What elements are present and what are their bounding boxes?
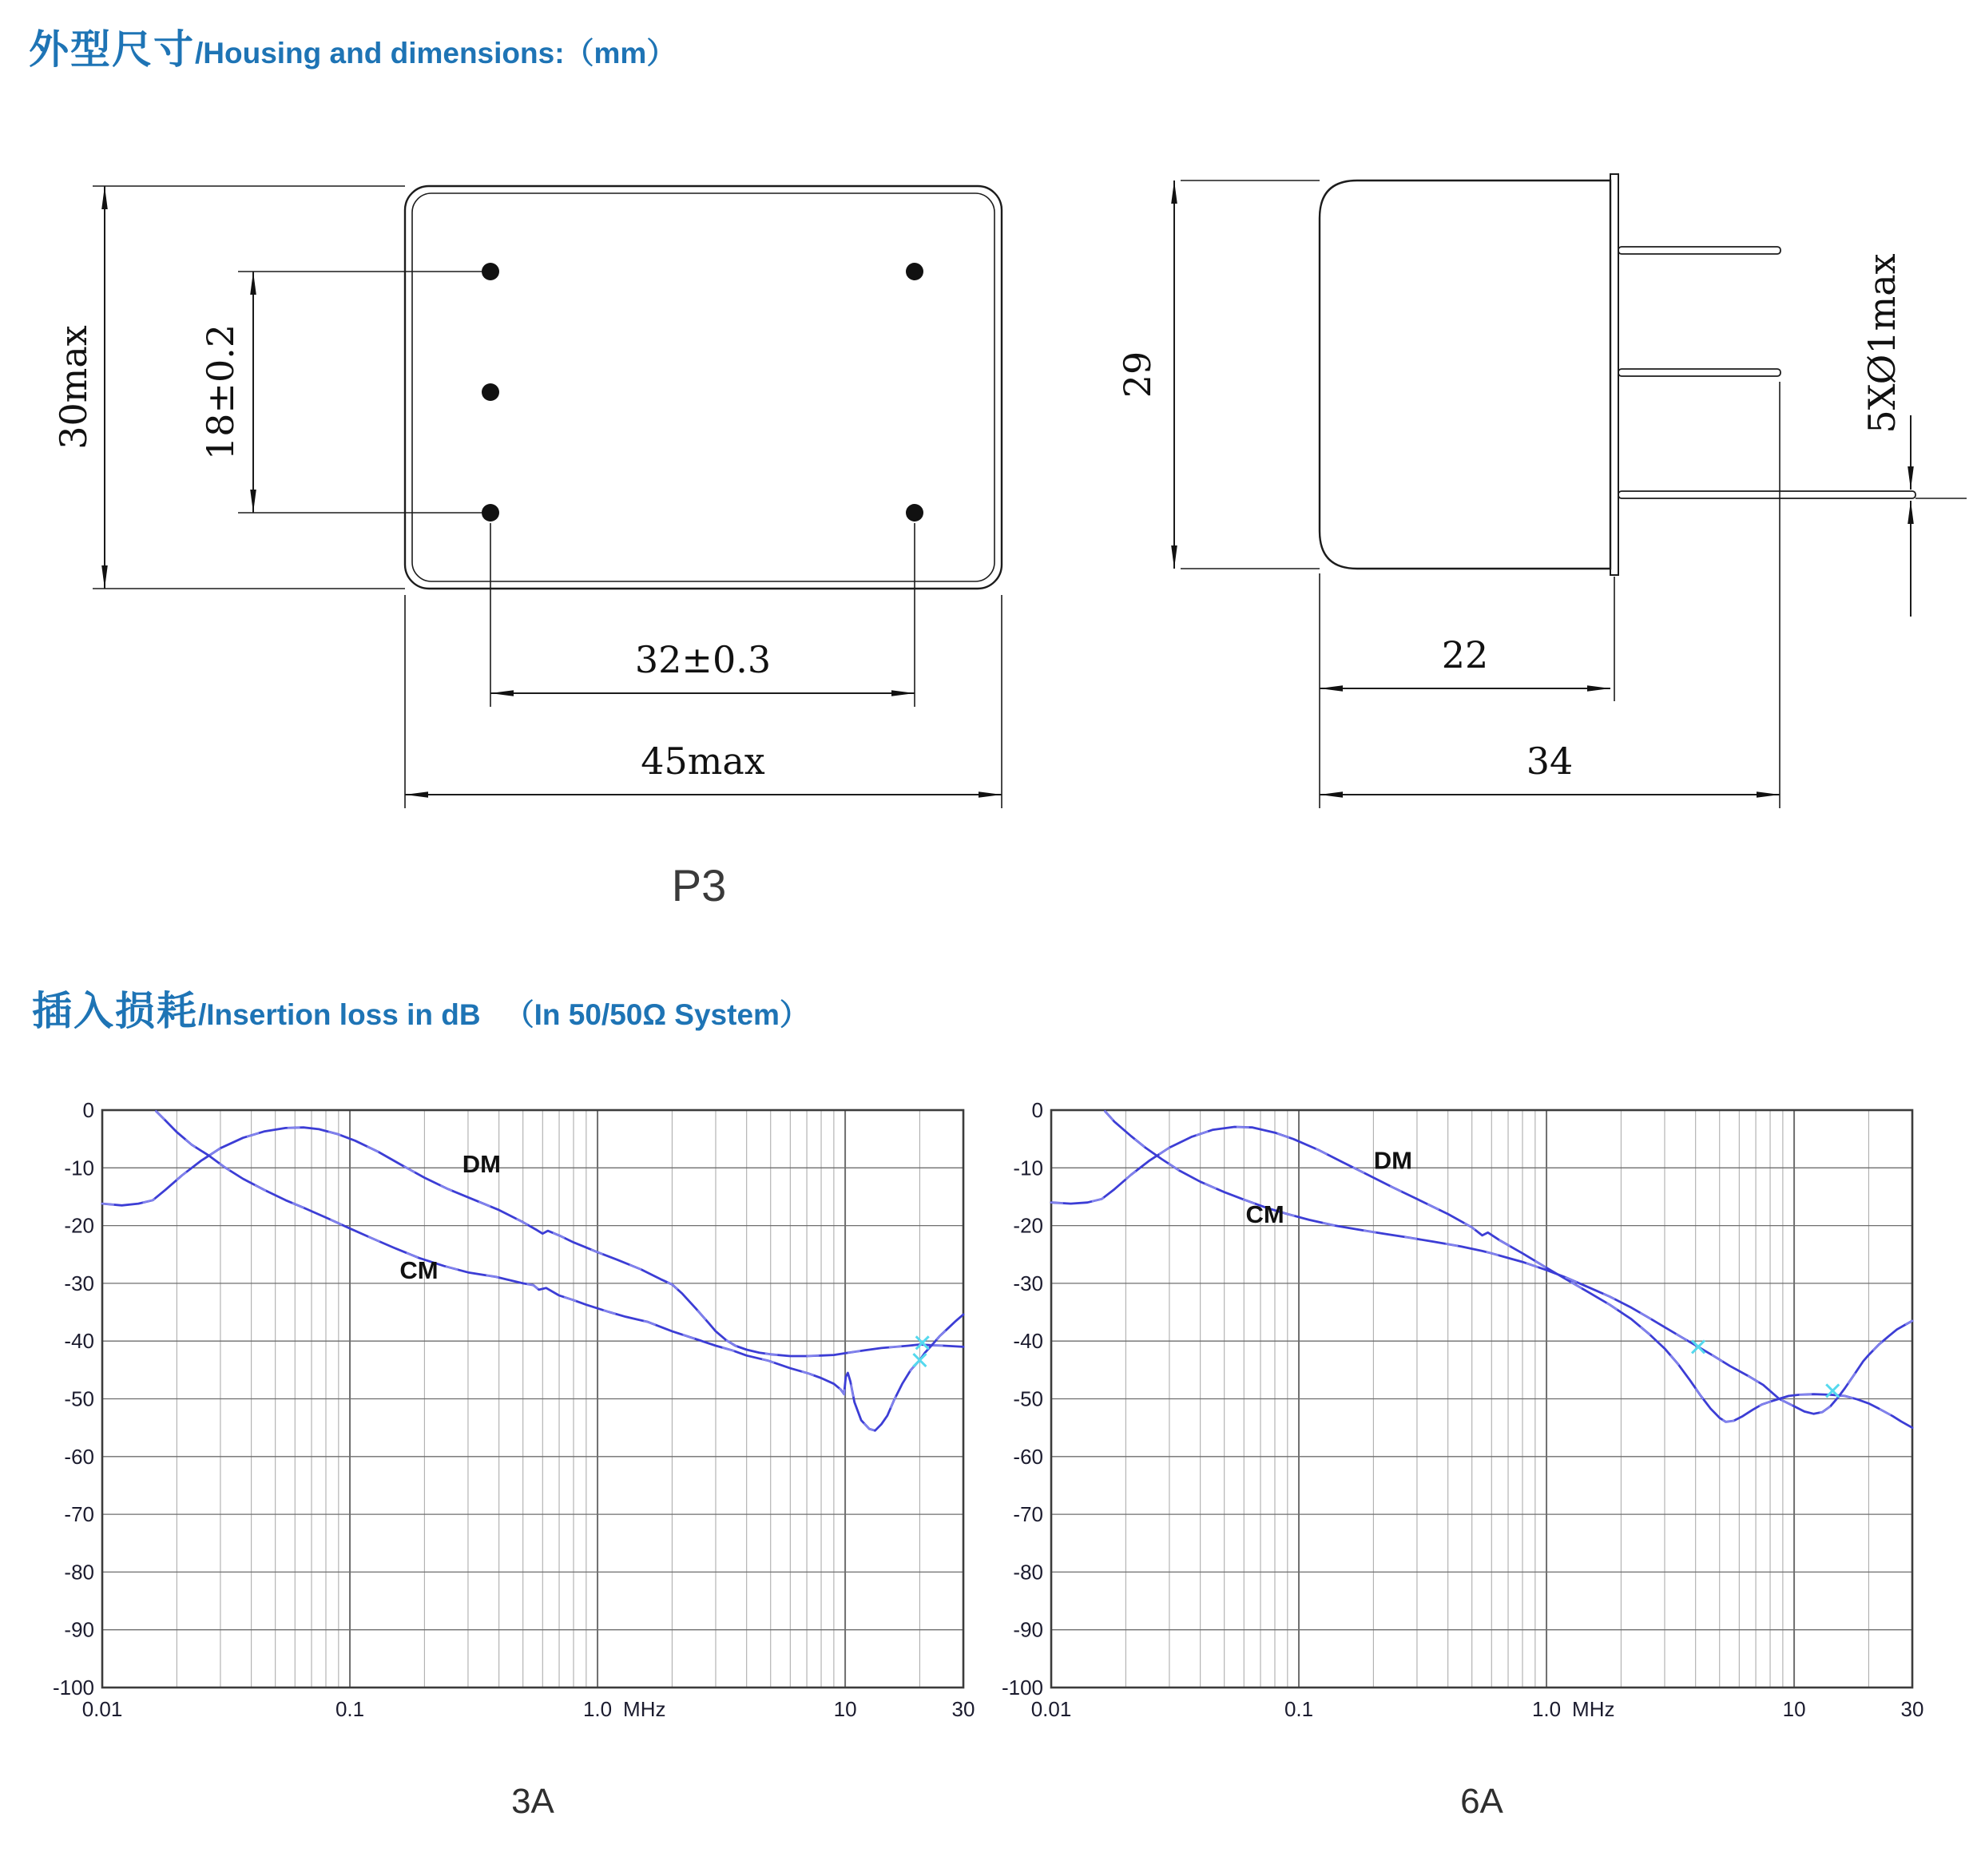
y-tick-label: -80 bbox=[64, 1560, 94, 1584]
x-tick-label: 1.0 bbox=[582, 1697, 613, 1721]
y-tick-label: -30 bbox=[64, 1271, 94, 1295]
y-tick-label: -70 bbox=[64, 1502, 94, 1527]
y-tick-label: -90 bbox=[64, 1617, 94, 1642]
front-view-caption: P3 bbox=[671, 860, 727, 910]
drawing-side-view bbox=[1174, 174, 1967, 808]
housing-title-en: /Housing and dimensions: bbox=[195, 37, 565, 69]
loss-title-zh: 插入损耗 bbox=[32, 989, 198, 1033]
chart-6a bbox=[1002, 1098, 1924, 1821]
dim-pin-label: 5XØ1max bbox=[1860, 253, 1904, 434]
y-tick-label: -40 bbox=[1013, 1329, 1043, 1354]
x-tick-label: 10 bbox=[833, 1697, 857, 1721]
side-view-end-plate bbox=[1610, 174, 1618, 575]
loss-title-system: （In 50/50Ω System） bbox=[504, 998, 809, 1031]
dim-29-extension-lines bbox=[1181, 180, 1320, 569]
curve-CM-highlight bbox=[156, 1111, 963, 1430]
curve-CM bbox=[156, 1111, 963, 1430]
y-tick-label: -50 bbox=[1013, 1386, 1043, 1411]
y-tick-label: 0 bbox=[1031, 1098, 1043, 1122]
y-tick-label: -10 bbox=[1013, 1156, 1043, 1180]
y-tick-label: -100 bbox=[1001, 1676, 1043, 1700]
y-tick-label: -60 bbox=[64, 1444, 94, 1469]
pin-dot bbox=[482, 383, 499, 401]
y-tick-label: -90 bbox=[1013, 1617, 1043, 1642]
pin-dot bbox=[482, 263, 499, 280]
curve-CM bbox=[1105, 1111, 1912, 1414]
insertion-loss-charts bbox=[0, 1062, 1981, 1876]
dim-18-label: 18±0.2 bbox=[199, 323, 242, 461]
pin-dot bbox=[482, 504, 499, 522]
housing-title-unit: （mm） bbox=[564, 37, 677, 69]
y-tick-label: -60 bbox=[1013, 1444, 1043, 1469]
x-tick-label: 30 bbox=[1900, 1697, 1924, 1721]
y-tick-label: -20 bbox=[64, 1213, 94, 1238]
loss-title-en: /Insertion loss in dB bbox=[198, 998, 481, 1031]
side-pin-middle bbox=[1618, 369, 1781, 376]
dim-45max-label: 45max bbox=[641, 740, 765, 783]
side-pin-top bbox=[1618, 247, 1781, 254]
dim-29-label: 29 bbox=[1116, 351, 1159, 399]
x-tick-label: 0.01 bbox=[81, 1697, 123, 1721]
front-view-outline-inner bbox=[412, 193, 994, 581]
x-tick-label: 0.1 bbox=[335, 1697, 365, 1721]
y-tick-label: -40 bbox=[64, 1329, 94, 1354]
y-tick-label: -100 bbox=[52, 1676, 94, 1700]
x-tick-label: 1.0 bbox=[1531, 1697, 1562, 1721]
series-label-CM: CM bbox=[399, 1256, 439, 1285]
x-tick-label: 10 bbox=[1782, 1697, 1806, 1721]
side-pin-bottom bbox=[1618, 491, 1915, 498]
housing-title-zh: 外型尺寸 bbox=[29, 27, 195, 72]
dim-30max-extension-lines bbox=[93, 186, 405, 589]
x-axis-unit: MHz bbox=[1572, 1697, 1615, 1721]
pin-dot bbox=[906, 504, 923, 522]
x-tick-label: 0.1 bbox=[1284, 1697, 1314, 1721]
y-tick-label: -10 bbox=[64, 1156, 94, 1180]
y-tick-label: -30 bbox=[1013, 1271, 1043, 1295]
dim-22-label: 22 bbox=[1441, 633, 1489, 676]
x-axis-unit: MHz bbox=[623, 1697, 666, 1721]
chart-caption: 3A bbox=[511, 1782, 554, 1821]
curve-CM-highlight bbox=[1105, 1111, 1912, 1414]
x-tick-label: 0.01 bbox=[1030, 1697, 1072, 1721]
y-tick-label: -70 bbox=[1013, 1502, 1043, 1527]
drawing-front-view bbox=[93, 186, 1002, 808]
x-tick-label: 30 bbox=[951, 1697, 975, 1721]
y-tick-label: -20 bbox=[1013, 1213, 1043, 1238]
pin-dot bbox=[906, 263, 923, 280]
side-view-body bbox=[1320, 180, 1610, 569]
dim-32-label: 32±0.3 bbox=[634, 638, 772, 681]
y-tick-label: -50 bbox=[64, 1386, 94, 1411]
series-label-DM: DM bbox=[1373, 1146, 1413, 1175]
dim-18-extension-lines bbox=[238, 272, 482, 513]
series-label-CM: CM bbox=[1245, 1200, 1284, 1228]
y-tick-label: -80 bbox=[1013, 1560, 1043, 1584]
y-tick-label: 0 bbox=[82, 1098, 94, 1122]
series-label-DM: DM bbox=[462, 1150, 501, 1179]
dim-34-label: 34 bbox=[1526, 740, 1574, 783]
chart-caption: 6A bbox=[1460, 1782, 1503, 1821]
chart-3a bbox=[53, 1098, 975, 1821]
dim-30max-label: 30max bbox=[52, 325, 95, 450]
